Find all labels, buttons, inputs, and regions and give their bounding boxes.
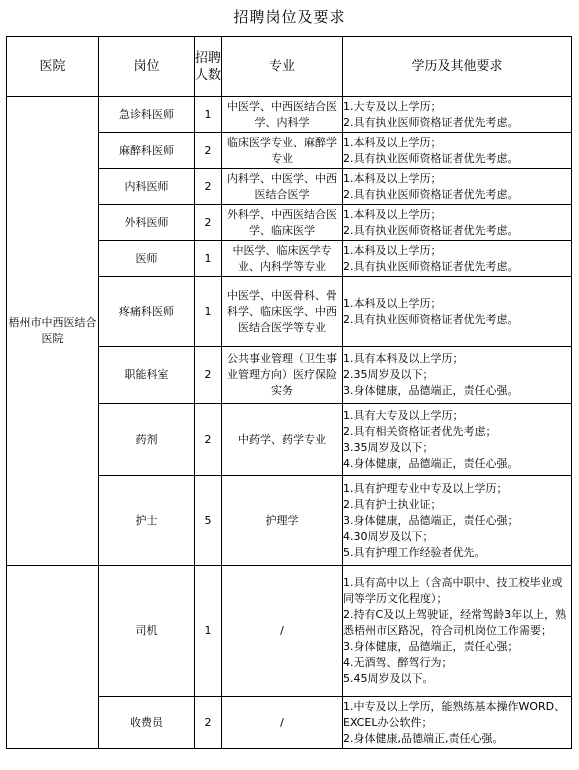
position-cell: 医师 — [99, 241, 195, 277]
requirements-cell — [343, 277, 572, 347]
header-major: 专业 — [222, 37, 343, 97]
requirements-cell — [343, 241, 572, 277]
requirement-line: 1.具有大专及以上学历； — [343, 408, 464, 422]
requirement-line: 2.具有护士执业证； — [343, 497, 442, 511]
requirements-cell — [343, 476, 572, 566]
count-cell: 2 — [195, 347, 222, 404]
position-cell: 收费员 — [99, 697, 195, 749]
count-cell: 1 — [195, 566, 222, 697]
requirement-line: 2.具有执业医师资格证者优先考虑。 — [343, 312, 519, 326]
requirement-line: 2.35周岁及以下； — [343, 368, 434, 381]
position-cell: 司机 — [99, 566, 195, 697]
requirements-cell — [343, 697, 572, 749]
requirement-line: 1.具有本科及以上学历； — [343, 352, 464, 365]
requirement-line: 1.本科及以上学历； — [343, 171, 442, 185]
count-cell: 2 — [195, 404, 222, 476]
requirement-line: 1.本科及以上学历； — [343, 207, 442, 221]
header-requirements: 学历及其他要求 — [343, 37, 572, 97]
header-position: 岗位 — [99, 37, 195, 97]
requirement-line: 2.具有执业医师资格证者优先考虑。 — [343, 187, 519, 201]
requirement-line: 5.具有护理工作经验者优先。 — [343, 545, 486, 559]
requirements-cell — [343, 97, 572, 133]
requirement-line: 2.具有相关资格证者优先考虑； — [343, 424, 497, 438]
count-cell: 5 — [195, 476, 222, 566]
table-header-row — [7, 37, 572, 97]
major-cell: 公共事业管理（卫生事业管理方向）医疗保险实务 — [222, 347, 343, 404]
requirement-line: 4.身体健康，品德端正，责任心强。 — [343, 456, 519, 470]
major-cell: / — [222, 566, 343, 697]
position-cell: 麻醉科医师 — [99, 133, 195, 169]
requirements-cell — [343, 347, 572, 404]
position-cell: 急诊科医师 — [99, 97, 195, 133]
requirement-line: 1.本科及以上学历； — [343, 135, 442, 149]
requirements-cell — [343, 133, 572, 169]
requirement-line: 2.持有C及以上驾驶证，经常驾龄3年以上，熟悉梧州市区路况，符合司机岗位工作需要； — [343, 608, 567, 637]
major-cell: 内科学、中医学、中西医结合医学 — [222, 169, 343, 205]
requirements-cell — [343, 566, 572, 697]
requirement-line: 3.35周岁及以下； — [343, 440, 434, 454]
requirement-line: 2.身体健康,品德端正,责任心强。 — [343, 731, 504, 745]
major-cell: / — [222, 697, 343, 749]
count-cell: 1 — [195, 277, 222, 347]
count-cell: 2 — [195, 169, 222, 205]
position-cell: 职能科室 — [99, 347, 195, 404]
requirement-line: 2.具有执业医师资格证者优先考虑。 — [343, 223, 519, 237]
count-cell: 2 — [195, 205, 222, 241]
major-cell: 中医学、临床医学专业、内科学等专业 — [222, 241, 343, 277]
requirement-line: 3.身体健康，品德端正，责任心强； — [343, 513, 519, 527]
requirement-line: 4.30周岁及以下； — [343, 529, 434, 543]
count-cell: 2 — [195, 697, 222, 749]
position-cell: 药剂 — [99, 404, 195, 476]
major-cell: 护理学 — [222, 476, 343, 566]
requirement-line: 1.中专及以上学历，能熟练基本操作WORD、EXCEL办公软件； — [343, 699, 566, 729]
count-cell: 1 — [195, 97, 222, 133]
major-cell: 中医学、中西医结合医学、内科学 — [222, 97, 343, 133]
recruitment-table — [6, 36, 572, 749]
table-row — [7, 97, 572, 133]
header-hospital: 医院 — [7, 37, 99, 97]
requirements-cell — [343, 169, 572, 205]
count-cell: 1 — [195, 241, 222, 277]
major-cell: 临床医学专业、麻醉学专业 — [222, 133, 343, 169]
requirement-line: 2.具有执业医师资格证者优先考虑。 — [343, 259, 519, 273]
count-cell: 2 — [195, 133, 222, 169]
requirement-line: 1.具有高中以上（含高中职中、技工校毕业或同等学历文化程度）； — [343, 576, 563, 605]
requirement-line: 3.身体健康，品德端正，责任心强。 — [343, 384, 519, 397]
requirement-line: 5.45周岁及以下。 — [343, 672, 434, 685]
requirement-line: 1.大专及以上学历； — [343, 99, 442, 113]
requirement-line: 1.具有护理专业中专及以上学历； — [343, 481, 508, 495]
requirement-line: 1.本科及以上学历； — [343, 296, 442, 310]
page-title: 招聘岗位及要求 — [233, 8, 346, 26]
major-cell: 外科学、中西医结合医学、临床医学 — [222, 205, 343, 241]
position-cell: 内科医师 — [99, 169, 195, 205]
requirement-line: 4.无酒驾、醉驾行为； — [343, 656, 453, 669]
header-count: 招聘人数 — [195, 37, 222, 97]
requirements-cell — [343, 205, 572, 241]
position-cell: 护士 — [99, 476, 195, 566]
requirement-line: 1.本科及以上学历； — [343, 243, 442, 257]
requirement-line: 2.具有执业医师资格证者优先考虑。 — [343, 151, 519, 165]
position-cell: 疼痛科医师 — [99, 277, 195, 347]
major-cell: 中医学、中医骨科、骨科学、临床医学、中西医结合医学等专业 — [222, 277, 343, 347]
requirement-line: 3.身体健康，品德端正，责任心强； — [343, 640, 519, 653]
requirement-line: 2.具有执业医师资格证者优先考虑。 — [343, 115, 519, 129]
hospital-name-cell: 梧州市中西医结合医院 — [7, 97, 99, 566]
position-cell: 外科医师 — [99, 205, 195, 241]
table-row — [7, 566, 572, 697]
major-cell: 中药学、药学专业 — [222, 404, 343, 476]
requirements-cell — [343, 404, 572, 476]
hospital-cell-blank — [7, 566, 99, 749]
